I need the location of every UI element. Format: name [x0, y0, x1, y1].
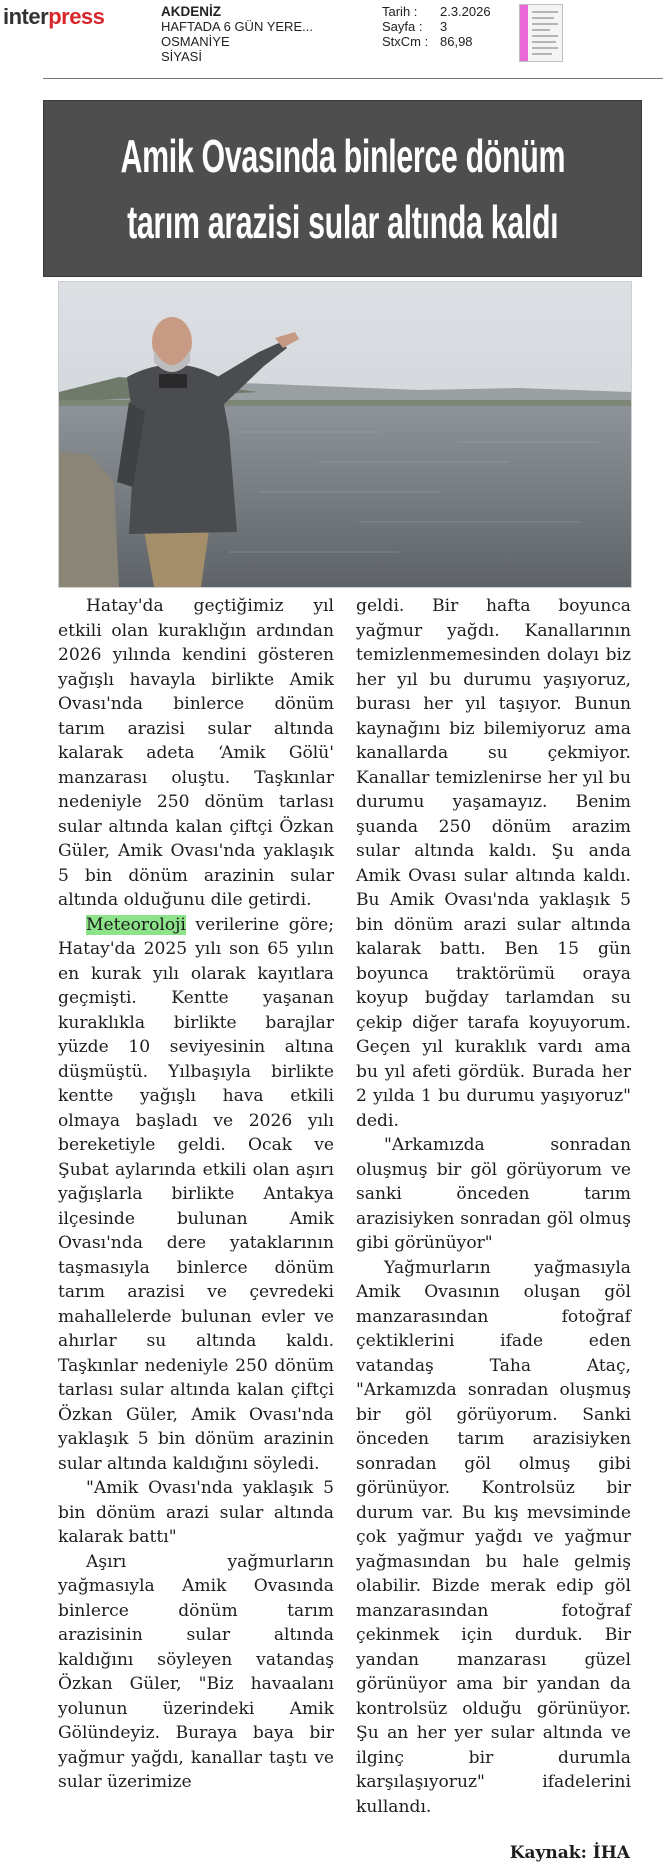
meta-stxcm: StxCm : 86,98 — [382, 34, 473, 49]
paragraph: Hatay'da geçtiğimiz yıl etkili olan kuraklığın ardından 2026 yılında kendini gösteren yağışlı havayla birlikte Amik Ovası'nda binlerce dönüm tarım arazisi sular altında kalarak adeta ‘Amik Gölü' manzarası oluştu. Taşkınlar nedeniyle 250 dönüm tarlası sular altında kalan çiftçi Özkan Güler, Amik Ovası'nda yaklaşık 5 bin dönüm arazinin sular altında olduğunu dile getirdi. — [58, 596, 334, 910]
publication-city: OSMANİYE — [161, 34, 230, 49]
publication-frequency: HAFTADA 6 GÜN YERE... — [161, 19, 313, 34]
paragraph: Aşırı yağmurların yağmasıyla Amik Ovasında binlerce dönüm tarım arazisinin sular altında kaldığını söyleyen vatandaş Özkan Güler, "Biz havaalanı yolunun üzerindeki Amik Gölündeyiz. Buraya baya bir yağmur yağdı, kanallar taştı ve sular üzerimize — [58, 1551, 334, 1792]
paragraph: geldi. Bir hafta boyunca yağmur yağdı. Kanallarının temizlenmemesinden dolayı biz her yıl bu durumu yaşıyoruz, burası her yıl taşıyor. Bunun kaynağını biz bilemiyoruz ama kanallarda su çekmiyor. Kanallar temizlenirse her yıl bu durumu yaşamayız. Benim şuanda 250 dönüm arazim sular altında kaldı. Şu anda Amik Ovası sular altında kaldı. Bu Amik Ovası'nda yaklaşık 5 bin dönüm arazi sular altında kalarak battı. Ben 15 gün boyunca traktörümü oraya koyup buğday tarlamdan su çekip diğer tarafa koyuyorum. Geçen yıl kuraklık vardı ama bu yıl afeti gördük. Burada her 2 yılda 1 bu durumu yaşıyoruz" dedi. — [356, 596, 631, 1131]
clipping-meta — [382, 4, 491, 49]
article-source: Kaynak: İHA — [509, 1843, 630, 1863]
paragraph: Yağmurların yağmasıyla Amik Ovasının oluşan göl manzarasından fotoğraf çektiklerini ifade eden vatandaş Taha Ataç, "Arkamızda sonradan oluşmuş bir göl görüyorum. Sanki önceden tarım arazisiyken sonradan göl olmuş gibi görünüyor. Kontrolsüz bir durum var. Bu kış mevsiminde çok yağmur yağdı ve yağmur yağmasından bu hale gelmiş olabilir. Bizde merak edip göl manzarasından fotoğraf çekinmek için durduk. Bir yandan manzarası güzel görünüyor ama bir yandan da kontrolsüz olduğu görünüyor. Şu an her yer sular altında ve ilginç bir durumla karşılaşıyoruz" ifadelerini kullandı. — [356, 1257, 631, 1817]
publication-category: SİYASİ — [161, 49, 202, 64]
publication-info — [161, 4, 313, 64]
article-column-right — [356, 594, 631, 1819]
headline-line-2: tarım arazisi sular altında kaldı — [126, 195, 559, 248]
flooded-field-photo — [59, 282, 631, 587]
subheading-quote: "Arkamızda sonradan oluşmuş bir göl görüyorum ve sanki önceden tarım arazisiyken sonradan göl olmuş gibi görünüyor" — [356, 1135, 631, 1253]
meta-date: Tarih : 2.3.2026 — [382, 4, 491, 19]
clipping-header — [0, 0, 663, 78]
article-column-left — [58, 594, 334, 1795]
article-photo — [58, 281, 632, 588]
header-divider — [43, 78, 663, 79]
page-thumbnail[interactable] — [519, 4, 563, 62]
headline — [44, 101, 641, 276]
thumbnail-accent-bar — [520, 5, 528, 61]
meta-page: Sayfa : 3 — [382, 19, 448, 34]
headline-banner — [43, 100, 642, 277]
headline-line-1: Amik Ovasında binlerce dönüm — [120, 129, 565, 182]
publication-name: AKDENİZ — [161, 4, 221, 19]
highlighted-keyword: Meteoroloji — [86, 914, 186, 935]
subheading-quote: "Amik Ovası'nda yaklaşık 5 bin dönüm arazi sular altında kalarak battı" — [58, 1478, 334, 1547]
interpress-logo: interpress — [3, 4, 105, 29]
paragraph: Meteoroloji verilerine göre; Hatay'da 2025 yılı son 65 yılın en kurak yılı olarak kayıtlara geçmişti. Kentte yaşanan kuraklıkla birlikte barajlar yüzde 10 seviyesinin altına düşmüştü. Yılbaşıyla birlikte kentte yağışlı hava etkili olmaya başladı ve 2026 yılı bereketiyle geldi. Ocak ve Şubat aylarında etkili olan aşırı yağışlarla birlikte Antakya ilçesinde bulunan Amik Ovası'nda dere yataklarının taşmasıyla binlerce dönüm tarım arazisi ve çevredeki mahallelerde bulunan evler ve ahırlar su altında kaldı. Taşkınlar nedeniyle 250 dönüm tarlası sular altında kalan çiftçi Özkan Güler, Amik Ovası'nda yaklaşık 5 bin dönüm arazinin sular altında kaldığını söyledi. — [58, 914, 334, 1474]
